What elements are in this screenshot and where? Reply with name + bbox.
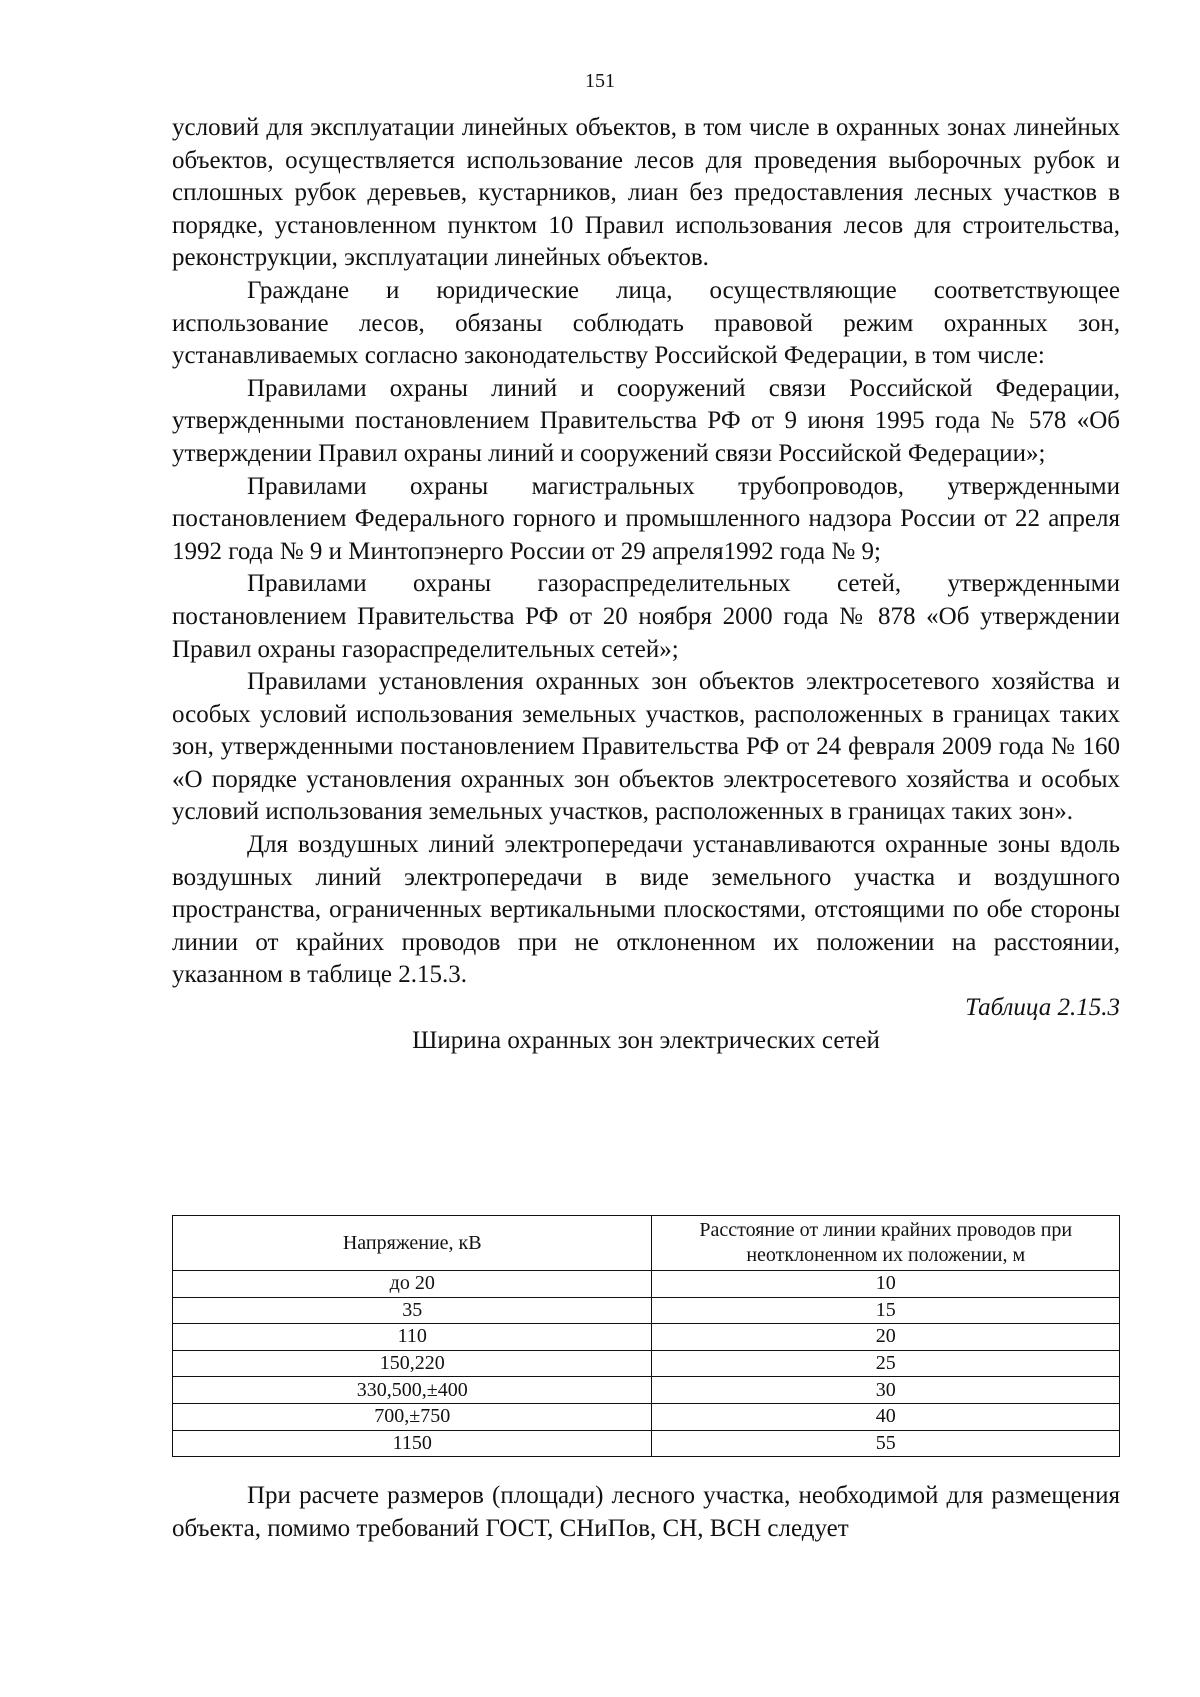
paragraph-overhead-lines: Для воздушных линий электропередачи устанавливаются охранные зоны вдоль воздушных линий электропередачи в виде земельного участка и воздушного пространства, ограниченных вертикальными плоскостями, отстоящими по обе стороны линии от крайних проводов при не отклоненном их положении на расстоянии, указанном в таблице 2.15.3. bbox=[172, 831, 1120, 989]
table-caption: Таблица 2.15.3 bbox=[965, 994, 1120, 1022]
paragraph-electric-zones-rules: Правилами установления охранных зон объектов электросетевого хозяйства и особых условий использования земельных участков, расположенных в границах таких зон, утвержденными постановлением Правительства РФ от 24 февраля 2009 года № 160 «О порядке установления охранных зон объектов электросетевого хозяйства и особых условий использования земельных участков, расположенных в границах таких зон». bbox=[172, 668, 1120, 826]
table-row bbox=[173, 1324, 1120, 1351]
protection-zones-table bbox=[172, 1215, 1120, 1457]
header-distance: Расстояние от линии крайних проводов при неотклоненном их положении, м bbox=[652, 1216, 1120, 1271]
cell-voltage: 700,±750 bbox=[173, 1403, 652, 1430]
paragraph-communication-lines-rules: Правилами охраны линий и сооружений связи Российской Федерации, утвержденными постановлением Правительства РФ от 9 июня 1995 года № 578 «Об утверждении Правил охраны линий и сооружений связи Российской Федерации»; bbox=[172, 374, 1120, 467]
cell-distance: 40 bbox=[652, 1403, 1120, 1430]
table-row bbox=[173, 1430, 1120, 1457]
paragraph-gas-networks-rules: Правилами охраны газораспределительных сетей, утвержденными постановлением Правительства РФ от 20 ноября 2000 года № 878 «Об утверждении Правил охраны газораспределительных сетей»; bbox=[172, 570, 1120, 663]
cell-voltage: 110 bbox=[173, 1324, 652, 1351]
table-row bbox=[173, 1297, 1120, 1324]
closing-text bbox=[172, 1480, 1120, 1545]
table-row bbox=[173, 1403, 1120, 1430]
page-number: 151 bbox=[585, 70, 615, 92]
cell-distance: 30 bbox=[652, 1377, 1120, 1404]
cell-distance: 15 bbox=[652, 1297, 1120, 1324]
header-voltage: Напряжение, кВ bbox=[173, 1216, 652, 1271]
table-row bbox=[173, 1377, 1120, 1404]
table-header-row bbox=[173, 1216, 1120, 1271]
cell-voltage: 1150 bbox=[173, 1430, 652, 1457]
body-text bbox=[172, 112, 1120, 1057]
cell-voltage: 150,220 bbox=[173, 1350, 652, 1377]
cell-distance: 20 bbox=[652, 1324, 1120, 1351]
table-row bbox=[173, 1350, 1120, 1377]
paragraph-pipelines-rules: Правилами охраны магистральных трубопроводов, утвержденными постановлением Федерального горного и промышленного надзора России от 22 апреля 1992 года № 9 и Минтопэнерго России от 29 апреля1992 года № 9; bbox=[172, 472, 1120, 565]
table-row bbox=[173, 1271, 1120, 1298]
cell-voltage: 35 bbox=[173, 1297, 652, 1324]
paragraph-citizens-obligations: Граждане и юридические лица, осуществляющие соответствующее использование лесов, обязаны соблюдать правовой режим охранных зон, устанавливаемых согласно законодательству Российской Федерации, в том числе: bbox=[172, 276, 1120, 370]
cell-voltage: до 20 bbox=[173, 1271, 652, 1298]
paragraph-area-calculation: При расчете размеров (площади) лесного участка, необходимой для размещения объекта, помимо требований ГОСТ, СНиПов, СН, ВСН следует bbox=[172, 1482, 1120, 1542]
table-title: Ширина охранных зон электрических сетей bbox=[412, 1026, 880, 1054]
cell-distance: 10 bbox=[652, 1271, 1120, 1298]
paragraph-continuation: условий для эксплуатации линейных объектов, в том числе в охранных зонах линейных объектов, осуществляется использование лесов для проведения выборочных рубок и сплошных рубок деревьев, кустарников, лиан без предоставления лесных участков в порядке, установленном пунктом 10 Правил использования лесов для строительства, реконструкции, эксплуатации линейных объектов. bbox=[172, 114, 1120, 272]
cell-distance: 25 bbox=[652, 1350, 1120, 1377]
cell-distance: 55 bbox=[652, 1430, 1120, 1457]
cell-voltage: 330,500,±400 bbox=[173, 1377, 652, 1404]
